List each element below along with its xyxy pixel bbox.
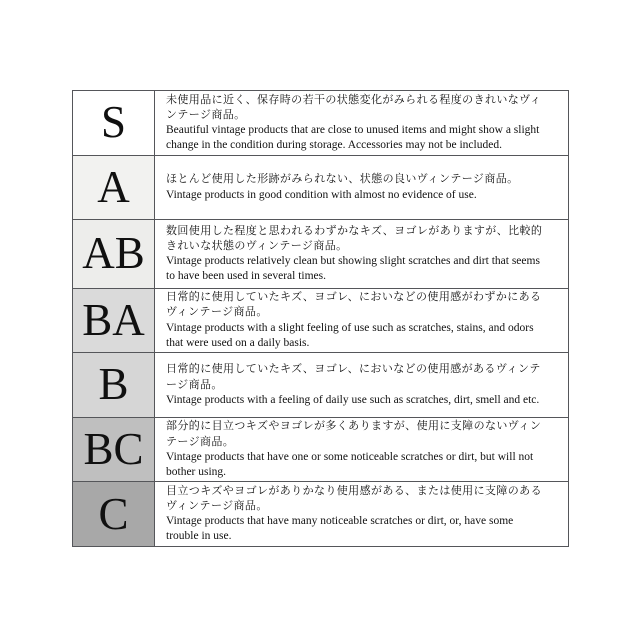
grade-row-b	[73, 353, 568, 418]
grade-cell-s: S	[73, 91, 155, 155]
grade-row-s	[73, 91, 568, 156]
grade-en-text-ab: Vintage products relatively clean but showing slight scratches and dirt that seems to have been used in several times.	[166, 255, 540, 283]
grade-description-ba	[155, 289, 568, 353]
grade-en-text-bc: Vintage products that have one or some noticeable scratches or dirt, but will not bother using.	[166, 450, 534, 478]
grade-en-text-a: Vintage products in good condition with almost no evidence of use.	[166, 188, 477, 201]
grade-en-text-c: Vintage products that have many noticeable scratches or dirt, or, have some trouble in use.	[166, 515, 514, 543]
grade-jp-text-c: 目立つキズやヨゴレがありかなり使用感がある、または使用に支障のあるヴィンテージ商品。	[166, 485, 542, 513]
grade-cell-bc: BC	[73, 418, 155, 482]
grade-jp-text-bc: 部分的に目立つキズやヨゴレが多くありますが、使用に支障のないヴィンテージ商品。	[166, 420, 542, 448]
grade-cell-a: A	[73, 156, 155, 220]
grade-jp-text-a: ほとんど使用した形跡がみられない、状態の良いヴィンテージ商品。	[166, 173, 519, 186]
grade-en-text-s: Beautiful vintage products that are close to unused items and might show a slight change in the condition during storage. Accessories may not be included.	[166, 124, 540, 151]
condition-grade-table	[72, 90, 569, 547]
grade-cell-b: B	[73, 353, 155, 417]
grade-row-c	[73, 482, 568, 546]
grade-jp-text-s: 未使用品に近く、保存時の若干の状態変化がみられる程度のきれいなヴィンテージ商品。	[166, 93, 542, 121]
grade-description-s	[155, 91, 568, 155]
grade-en-text-ba: Vintage products with a slight feeling of use such as scratches, stains, and odors that were used on a daily basis.	[166, 321, 534, 349]
grade-row-ab	[73, 220, 568, 288]
grade-jp-text-ab: 数回使用した程度と思われるわずかなキズ、ヨゴレがありますが、比較的きれいな状態のヴィンテージ商品。	[166, 224, 543, 252]
grade-cell-ba: BA	[73, 289, 155, 353]
grade-en-text-b: Vintage products with a feeling of daily use such as scratches, dirt, smell and etc.	[166, 393, 540, 406]
grade-cell-ab: AB	[73, 220, 155, 287]
grade-description-b	[155, 353, 568, 417]
grade-jp-text-ba: 日常的に使用していたキズ、ヨゴレ、においなどの使用感がわずかにあるヴィンテージ商品。	[166, 291, 542, 319]
grade-description-ab	[155, 220, 568, 287]
grade-description-c	[155, 482, 568, 546]
grade-description-a	[155, 156, 568, 220]
grade-jp-text-b: 日常的に使用していたキズ、ヨゴレ、においなどの使用感があるヴィンテージ商品。	[166, 363, 541, 391]
grade-row-ba	[73, 289, 568, 354]
grade-description-bc	[155, 418, 568, 482]
grade-cell-c: C	[73, 482, 155, 546]
grade-row-bc	[73, 418, 568, 483]
grade-row-a	[73, 156, 568, 221]
